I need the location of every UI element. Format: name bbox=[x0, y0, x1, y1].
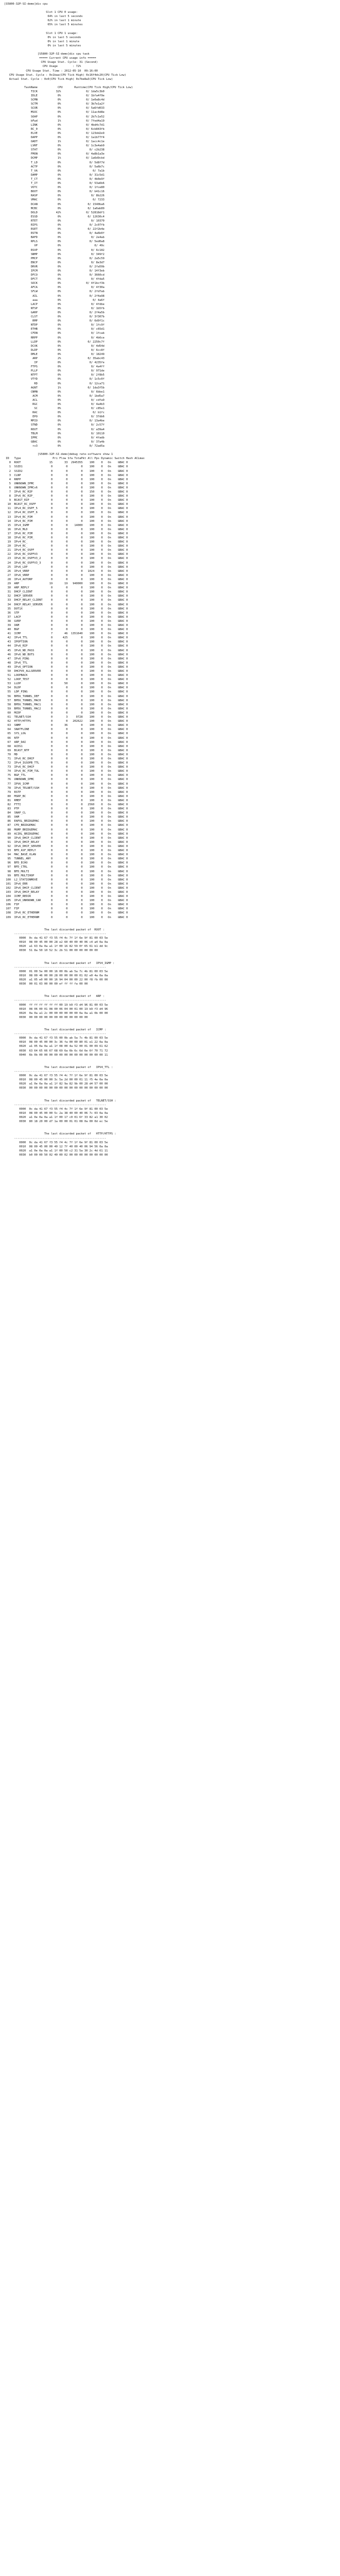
discard-hex-line: 0000 0c da 41 67 f3 55 f4 4c 7f 1f 6e 9f 81 00 03 5e bbox=[4, 937, 108, 940]
pkt-row: 31 DHCP_CLIENT 0 0 0 100 0 On GBAC 0 bbox=[4, 590, 128, 594]
discard-hex-line: 0010 08 00 45 00 00 3c 5a 2d 00 00 01 11 f5 4e 0a 0a bbox=[4, 1078, 108, 1082]
discard-title: The last discarded packet of ROOT : bbox=[4, 928, 105, 931]
task-row: RIPS 0% 0/ 2c07fb bbox=[4, 223, 105, 227]
task-row: SC 0% 0/ c85e1 bbox=[4, 407, 105, 411]
discard-separator: ------------------------------------------------------- bbox=[4, 1070, 106, 1073]
task-row: ENCP 0% 0/ 8e3d7 bbox=[4, 261, 105, 264]
discard-separator: ------------------------------------------------------- bbox=[4, 965, 106, 969]
cpu1-header: Slot 1 CPU 1 usage: bbox=[4, 31, 78, 35]
pkt-row: 26 IPv4_VRRP 0 0 0 1024 0 On GBAC 0 bbox=[4, 569, 128, 573]
pkt-row: 105 IPv6_UNKNOWN_CAR 0 0 0 100 0 On GBAC 0 bbox=[4, 899, 128, 903]
blank-line bbox=[4, 957, 336, 961]
pkt-row: 67 ARP_DAI 0 0 0 100 0 On GBAC 0 bbox=[4, 740, 128, 744]
task-row: RC_0 0% 0/ 6cb843fb bbox=[4, 127, 105, 131]
task-row: IP 0% 0/ 4235fe bbox=[4, 361, 105, 365]
pkt-row: 91 IPv6_DHCP_RELAY 0 0 0 100 0 On GBAC 0 bbox=[4, 840, 128, 844]
discard-title: The last discarded packet of IPV4_TTL : bbox=[4, 1065, 113, 1069]
pkt-row: 25 IPv6_LDP 0 0 0 100 0 On GBAC 0 bbox=[4, 565, 128, 569]
cpu1-usage-line: 0% in last 5 seconds bbox=[4, 36, 81, 39]
discard-hex-line: 0000 0c da 41 67 f3 55 f4 4c 7f 1f 6e 9f 81 00 03 5e bbox=[4, 1107, 108, 1111]
pkt-row: 108 IPv6_RC_ETHERNM 0 0 0 100 0 On GBAC 0 bbox=[4, 911, 128, 915]
pkt-row: 107 FIP 0 0 0 100 0 On GBAC 0 bbox=[4, 907, 128, 911]
pkt-row: 52 LOOP_TEST 0 0 0 100 0 On GBAC 0 bbox=[4, 678, 128, 682]
task-row: VP 0% 0/ 49c bbox=[4, 244, 105, 248]
task-row: bFwd 1% 0/ 7fed4a19 bbox=[4, 119, 105, 123]
discard-hex-line: 0030 00 00 00 00 00 00 00 00 00 00 00 00 00 00 00 00 bbox=[4, 1087, 108, 1090]
pkt-row: 14 IPv4_RC_PIM 0 0 0 100 0 On GBAC 0 bbox=[4, 519, 128, 523]
discard-hex-line: 0020 a1 05 0a 0a a1 1f 08 00 4a 52 00 01 00 09 61 62 bbox=[4, 1045, 108, 1048]
blank-line bbox=[4, 920, 336, 924]
discard-hex-line: 0020 0a 0a a1 2c 00 00 00 00 00 00 0a 0a a1 0b 00 00 bbox=[4, 1011, 108, 1015]
task-cycle-stat: CPU Usage Stat. Cycle : 0x1baa(CPU Tick High) 0x16f4dc20(CPU Tick Low) bbox=[4, 73, 126, 77]
discard-hex-line: 0020 a1 63 0a 0a a1 1f 00 16 82 59 0f 65 61 b1 dd 9c bbox=[4, 945, 108, 948]
pkt-row: 23 IPv6_RC_OSPFV3_2 0 0 0 100 0 On GBAC 0 bbox=[4, 557, 128, 561]
blank-line bbox=[4, 1157, 336, 1161]
task-row: ARP 2% 0/ 35abc43 bbox=[4, 357, 105, 360]
discard-hex-line: 0010 08 00 45 00 00 40 12 7f 40 00 40 06 94 56 0a 0a bbox=[4, 1145, 108, 1148]
pkt-row: 8 IPv6_RC_RIP_ 0 0 0 100 0 On GBAC 0 bbox=[4, 495, 128, 498]
task-row: RSET 0% 0/ 22f2b4e bbox=[4, 228, 105, 231]
pkt-row: 73 IPv6_RC_DHCP 0 0 0 100 0 On GBAC 0 bbox=[4, 766, 128, 769]
task-row: TICK 32% 0/ 1da5c3b0 bbox=[4, 90, 105, 93]
task-row: ACTP 0% 0/ 5a6b7c bbox=[4, 165, 105, 168]
cpu0-header: Slot 1 CPU 0 usage: bbox=[4, 11, 78, 14]
discard-hex-line: 0010 08 00 46 00 00 28 00 00 00 00 01 02 e0 4a 0a 0a bbox=[4, 974, 108, 977]
task-row: BOOT 0% 0/ b41c16 bbox=[4, 190, 105, 194]
discard-hex-line: 0030 51 8a 50 10 52 3c 2b 51 00 00 00 00 00 00 bbox=[4, 949, 98, 953]
task-row: T_IT 0% 0/ 53a6b6 bbox=[4, 182, 105, 185]
task-table-header: TaskName CPU Runtime(CPU Tick High/CPU Tick Low) bbox=[4, 86, 133, 89]
blank-line bbox=[4, 6, 336, 10]
pkt-row: 51 LOOPBACK 0 0 0 100 0 On GBAC 0 bbox=[4, 674, 128, 677]
discard-hex-line: 0030 00 00 00 00 00 00 00 00 00 00 00 00 bbox=[4, 1015, 88, 1019]
task-row: SOAP 0% 0/ 2b7c1e52 bbox=[4, 115, 105, 118]
task-row: EPO 0% 0/ 37db6 bbox=[4, 415, 105, 419]
pkt-row: 94 MAC_BASE_VLAN 0 0 0 100 0 On GBAC 0 bbox=[4, 853, 128, 857]
pkt-row: 109 IPv6_RC_ETHERNM 0 0 0 100 0 On GBAC 0 bbox=[4, 916, 128, 919]
blank-line bbox=[4, 1090, 336, 1094]
pkt-row: 79 RSTP 0 0 0 100 0 On GBAC 0 bbox=[4, 790, 128, 794]
pkt-row: 0 ROOT 15 33 2945355 100 0 On GBAC 0 bbox=[4, 461, 128, 465]
pkt-row: 88 MGMP_BRIDGEMAC 0 0 0 100 0 On GBAC 0 bbox=[4, 828, 128, 832]
discard-hex-line: 0010 08 00 45 00 00 5c 2a 38 40 00 40 06 7c 03 0a 0a bbox=[4, 1111, 108, 1115]
pkt-row: 46 IPv6_ND_BOTS 0 0 0 100 0 On GBAC 0 bbox=[4, 653, 128, 656]
task-row: MPIO 0% 0/ 13a4be bbox=[4, 419, 105, 423]
pkt-row: 18 IPv6_RC_PIM_ 0 0 0 100 0 On GBAC 0 bbox=[4, 536, 128, 539]
task-row: DAMP 0% 0/ 31c5d1 bbox=[4, 173, 105, 177]
blank-line bbox=[4, 1124, 336, 1128]
task-row: PMCP 0% 0/ 2a5c59 bbox=[4, 257, 105, 260]
pkt-row: 86 EAPOL_BRIDGEMAC 0 0 0 100 0 On GBAC 0 bbox=[4, 820, 128, 823]
cpu0-usage-line: 65% in last 5 minutes bbox=[4, 23, 83, 27]
pkt-row: 84 SNAP_CL 0 0 0 100 0 On GBAC 0 bbox=[4, 811, 128, 815]
pkt-row: 65 SYS_LOG 0 0 0 100 0 On GBAC 0 bbox=[4, 732, 128, 736]
pkt-row: 66 NTP 0 0 0 100 0 On GBAC 0 bbox=[4, 736, 128, 740]
pkt-row: 42 IPv4_TTL 0 425 0 100 0 On GBAC 0 bbox=[4, 636, 128, 640]
discard-hex-line: 0040 6b 0b 00 00 00 00 00 00 00 00 00 00 00 00 00 11 bbox=[4, 1053, 108, 1057]
task-row: GARP 0% 0/ 2f4a5b bbox=[4, 311, 105, 314]
discard-hex-line: 0010 08 00 45 00 00 3c 36 fa 00 00 80 01 e1 22 0a 0a bbox=[4, 1041, 108, 1044]
task-row: GBAC 0% 0/ 37a4b bbox=[4, 440, 105, 444]
pkt-row: 13 IPv4_RC_PIM 0 0 0 100 0 On GBAC 0 bbox=[4, 515, 128, 519]
discard-hex-line: 0030 00 01 03 00 00 00 ef ff ff fa 00 00 bbox=[4, 982, 88, 986]
cpu1-usage-line: 0% in last 1 minute bbox=[4, 40, 80, 43]
pkt-row: 39 OAM 0 0 0 100 0 On GBAC 0 bbox=[4, 623, 128, 627]
pkt-row: 89 ACIRL_BRIDGEMAC 0 0 0 100 0 On GBAC 0 bbox=[4, 832, 128, 836]
task-row: T_LD 0% 0/ 5d8f7d bbox=[4, 161, 105, 164]
pkt-row: 36 STP 0 0 0 100 0 On GBAC 0 bbox=[4, 611, 128, 615]
task-row: SOCK 0% 0/ 4f1bcf3b bbox=[4, 282, 105, 285]
task-row: IPCM 0% 0/ 14f3eb bbox=[4, 269, 105, 273]
pkt-row: 48 IPv6_TTL 0 0 0 100 0 On GBAC 0 bbox=[4, 661, 128, 665]
pkt-row: 101 IPv6_ERR 0 0 0 100 0 On GBAC 0 bbox=[4, 882, 128, 886]
pkt-row: 68 ACDS1 0 0 0 100 0 On GBAC 0 bbox=[4, 744, 128, 748]
blank-line bbox=[4, 48, 336, 52]
task-row: ROUT 0% 0/ a39a4 bbox=[4, 428, 105, 431]
task-row: RPLS 0% 0/ 5ed0a8 bbox=[4, 240, 105, 244]
task-row: T_VA 0% 0/ 7a1b bbox=[4, 169, 105, 173]
task-row: SNMP 0% 0/ 349f2 bbox=[4, 252, 105, 256]
task-row: NTDP 0% 0/ 1fc9f bbox=[4, 324, 105, 327]
pkt-row: 87 CFD_BRIDGEMAC 0 0 0 100 0 On GBAC 0 bbox=[4, 824, 128, 827]
task-stat-time: CPU Usage Stat. Time : 2012-05-10 09:16:00 bbox=[4, 69, 98, 73]
cpu0-usage-line: 64% in last 5 seconds bbox=[4, 15, 83, 19]
pkt-row: 20 IPv4_RC_ 0 0 0 100 0 On GBAC 0 bbox=[4, 545, 128, 548]
pkt-row: 4 RRPP 0 0 0 100 0 On GBAC 0 bbox=[4, 478, 128, 481]
task-row: NTSP 0% 0/ 1b5fb bbox=[4, 307, 105, 310]
pkt-row: 90 IPv6_DHCP_CLIENT 0 0 0 100 0 On GBAC 0 bbox=[4, 836, 128, 840]
blank-line bbox=[4, 953, 336, 957]
pkt-row: 47 IPv6_PING 0 0 0 100 0 On GBAC 0 bbox=[4, 657, 128, 660]
pkt-row: 60 MCDP 0 0 0 100 0 On GBAC 0 bbox=[4, 711, 128, 715]
pkt-row: 53 LLDP 0 50 0 100 0 On GBAC 0 bbox=[4, 682, 128, 686]
pkt-row: 106 FIP 0 0 0 100 0 On GBAC 0 bbox=[4, 903, 128, 907]
cpu0-usage-line: 62% in last 1 minute bbox=[4, 19, 81, 23]
task-row: LACP 0% 0/ 4fdbe bbox=[4, 302, 105, 306]
task-usage-stat: CPU Usage Stat. Cycle: 31 (Second) bbox=[4, 61, 98, 64]
pkt-row: 12 IPv4_RC_OSPF_6 0 0 0 100 0 On GBAC 0 bbox=[4, 511, 128, 515]
task-row: ETHB 0% 0/ c65d1 bbox=[4, 328, 105, 331]
pkt-row: 38 GVRP 0 0 0 100 0 On GBAC 0 bbox=[4, 619, 128, 623]
task-row: STND 0% 0/ 2c57f bbox=[4, 423, 105, 427]
task-row: RSTN 0% 0/ 4a6b0f bbox=[4, 232, 105, 235]
pkt-row: 103 IPv6_DHCP_RELAY 0 0 0 100 0 On GBAC 0 bbox=[4, 890, 128, 894]
pkt-row: 77 IPV6_ICMP 0 0 0 100 0 On GBAC 0 bbox=[4, 782, 128, 786]
discard-hex-line: 0010 08 06 00 01 08 00 06 04 00 01 00 19 b9 f3 d4 96 bbox=[4, 1007, 108, 1011]
task-row: CNMN 0% 0/ 6bbe1 bbox=[4, 390, 105, 394]
pkt-row: 5 UNKNOWN_IPMC 0 0 0 100 0 On GBAC 0 bbox=[4, 482, 128, 485]
task-row: RGC 0% 0/ 4a4b3 bbox=[4, 403, 105, 406]
blank-line bbox=[4, 1061, 336, 1065]
blank-line bbox=[4, 924, 336, 928]
pkt-row: 50 DHCPV6_ALLSERVER 0 0 0 100 0 On GBAC 0 bbox=[4, 670, 128, 673]
pkt-row: 40 BGP 0 0 0 100 0 On GBAC 0 bbox=[4, 628, 128, 632]
discard-hex-line: 0030 63 64 65 66 67 68 69 6a 6b 6c 6d 6e 6f 70 71 72 bbox=[4, 1049, 108, 1053]
task-row: RTET 0% 0/ 10370 bbox=[4, 219, 105, 223]
task-row: BAFD 0% 0/ 2e4ab bbox=[4, 236, 105, 240]
task-row: VTYD 0% 0/ 1c5c0f bbox=[4, 378, 105, 381]
pkt-table-header: ID Type Pri Flow Sfa TotaPkt All Pps Dynamic Switch Hash ACLmax bbox=[4, 457, 145, 461]
pkt-row: 61 TELNET/SSH 0 3 9728 100 0 On GBAC 0 bbox=[4, 716, 128, 719]
task-row: RRPP 0% 0/ 4b6ce bbox=[4, 336, 105, 340]
pkt-row: 95 TUNNEL_ANY 0 0 0 100 0 On GBAC 0 bbox=[4, 857, 128, 861]
task-row: DRVR 0% 0/ 2fa59b bbox=[4, 265, 105, 268]
pkt-command: [S5800-32P-SI-demo]debug rate-software show 1 bbox=[4, 453, 113, 456]
task-row: LVRF 0% 0/ 1c3e4ab9 bbox=[4, 144, 105, 148]
task-row: IPMC 0% 0/ 4fadb bbox=[4, 436, 105, 439]
discard-title: The last discarded packet of TELNET/SSH : bbox=[4, 1099, 116, 1103]
task-row: ELVE 0% 0/ 123dd2e9 bbox=[4, 131, 105, 135]
task-row: DLDP 0% 0/ 6cc8f bbox=[4, 348, 105, 352]
pkt-row: 32 DHCP_SERVER 0 0 0 100 0 On GBAC 0 bbox=[4, 595, 128, 598]
task-row: RASP 0% 0/ 8b226 bbox=[4, 194, 105, 198]
pkt-row: 85 OAM 0 0 0 100 0 On GBAC 0 bbox=[4, 816, 128, 819]
discard-hex-line: 0010 08 00 45 00 00 28 e2 60 40 00 40 06 c4 a4 0a 0a bbox=[4, 941, 108, 944]
task-row: AFCA 0% 0/ 4f30a bbox=[4, 286, 105, 290]
task-row: AIL 0% 0/ 2f4a98 bbox=[4, 294, 105, 298]
discard-hex-line: 0000 0c da 41 67 f3 55 00 0b ab 5a 7c 4b 81 00 03 5e bbox=[4, 1037, 108, 1040]
task-row: SCMN 0% 0/ 1e0a8c4d bbox=[4, 98, 105, 102]
discard-title: The last discarded packet of ARP : bbox=[4, 995, 105, 998]
task-row: DFCT 0% 0/ 4fda5 bbox=[4, 278, 105, 281]
blank-line bbox=[4, 990, 336, 994]
task-row: RD 0% 0/ 12ca71 bbox=[4, 382, 105, 385]
task-row: STAT 0% 0/ c2b238 bbox=[4, 148, 105, 152]
discard-hex-line: 0000 0c da 41 67 f3 55 f4 4c 7f 1f 6e 9f 81 00 03 5e bbox=[4, 1141, 108, 1144]
pkt-row: 96 BFD_ECHO 0 0 0 100 0 On GBAC 0 bbox=[4, 861, 128, 865]
pkt-row: 55 LDP_PING 0 0 0 100 0 On GBAC 0 bbox=[4, 690, 128, 694]
task-row: FTPS 0% 0/ 4a4ff bbox=[4, 365, 105, 369]
pkt-row: 6 UNKNOWN_IPMCv6 0 0 0 100 0 On GBAC 0 bbox=[4, 486, 128, 489]
pkt-row: 98 BFD_MULTI 0 0 0 100 0 On GBAC 0 bbox=[4, 870, 128, 873]
discard-title: The last discarded packet of ICMP : bbox=[4, 1028, 106, 1032]
pkt-row: 82 FTTI 0 0 0 2560 0 On GBAC 0 bbox=[4, 803, 128, 806]
pkt-row: 27 IPv6_VRRP 0 0 0 100 0 On GBAC 0 bbox=[4, 573, 128, 577]
blank-line bbox=[4, 986, 336, 990]
pkt-row: 69 BCAST_NTP 0 0 0 100 0 On GBAC 0 bbox=[4, 749, 128, 752]
pkt-row: 30 ARP_REPLY 0 0 0 100 0 On GBAC 0 bbox=[4, 586, 128, 590]
pkt-row: 72 IPv4_IGSOPB_TTL 0 0 0 100 0 On GBAC 0 bbox=[4, 761, 128, 765]
blank-line bbox=[4, 1020, 336, 1024]
blank-line bbox=[4, 448, 336, 452]
task-row: CFDN 0% 0/ 1fcab bbox=[4, 332, 105, 335]
pkt-row: 93 BFD_ASF_REPLY 0 0 0 100 0 On GBAC 0 bbox=[4, 849, 128, 853]
pkt-row: 15 IPv4_IGMP 0 0 14000 100 0 On GBAC 0 bbox=[4, 523, 128, 527]
pkt-row: 21 IPv4_RC_OSPF 0 0 0 100 0 On GBAC 0 bbox=[4, 549, 128, 552]
discard-separator: ------------------------------------------------------- bbox=[4, 932, 106, 936]
task-row: DFCO 0% 0/ 3660cd bbox=[4, 274, 105, 277]
pkt-row: 56 BPDU_TUNNEL_DEF 0 0 0 100 0 On GBAC 0 bbox=[4, 694, 128, 698]
task-row: IDLE 0% 0/ 1bfa4f9e bbox=[4, 94, 105, 98]
pkt-row: 22 IPv6_RC_OSPFV3 0 0 0 100 0 On GBAC 0 bbox=[4, 553, 128, 556]
blank-line bbox=[4, 1057, 336, 1061]
task-row: RMP 0% 0/ 6d9f1c bbox=[4, 319, 105, 323]
pkt-row: 43 IPOPTION 0 0 0 100 0 On GBAC 0 bbox=[4, 640, 128, 644]
pkt-row: 44 IPv6_RIP 0 0 0 100 0 On GBAC 0 bbox=[4, 645, 128, 648]
blank-line bbox=[4, 27, 336, 31]
pkt-row: 62 HTTP/HTTPS 0 0 202622 100 0 On GBAC 0 bbox=[4, 720, 128, 723]
pkt-row: 11 IPv4_RC_OSPF_5 0 0 0 100 0 On GBAC 0 bbox=[4, 507, 128, 511]
task-row: DCAN 0% 0/ 1540ba6 bbox=[4, 202, 105, 206]
pkt-row: 71 IPv6_RC_DHCP 0 0 0 100 0 On GBAC 0 bbox=[4, 757, 128, 760]
discard-hex-line: 0030 b0 00 00 50 02 40 00 02 00 00 00 00 00 00 00 00 bbox=[4, 1153, 108, 1157]
task-actual-cycle: Actual Stat. Cycle : 0x0(CPU Tick High) 0x7be8a3(CPU Tick Low) bbox=[4, 77, 113, 81]
discard-separator: ------------------------------------------------------- bbox=[4, 1032, 106, 1036]
discard-hex-line: 0020 a1 05 e0 00 00 16 94 04 00 00 22 00 f8 fb 00 00 bbox=[4, 978, 108, 981]
pkt-row: 41 ICMP 7 46 1351640 100 0 On GBAC 0 bbox=[4, 632, 128, 636]
pkt-row: 37 LACP 0 0 0 100 0 On GBAC 0 bbox=[4, 615, 128, 619]
task-row: LLDP 0% 0/ 2250c7f bbox=[4, 340, 105, 344]
discard-title: The last discarded packet of HTTP/HTTPS : bbox=[4, 1132, 116, 1136]
discard-hex-line: 0000 01 00 5e 00 00 16 00 0b ab 5a 7c 4b 81 00 03 5e bbox=[4, 970, 108, 973]
task-row: aaa 0% 0/ 4a6f bbox=[4, 298, 105, 302]
pkt-row: 97 BFD_CTRL 0 0 0 100 0 On GBAC 0 bbox=[4, 866, 128, 869]
blank-line bbox=[4, 1161, 336, 1165]
task-row: FMON 0% 0/ 4a8b1a3e bbox=[4, 152, 105, 156]
task-row: DOLD 42% 0/ 52818df1 bbox=[4, 211, 105, 214]
task-row: VMAC 0% 0/ 7233 bbox=[4, 198, 105, 202]
discard-hex-line: 0030 80 18 20 00 d7 1a 00 00 01 01 08 0a 00 0d ec 5e bbox=[4, 1120, 108, 1124]
task-row: VOTC 0% 0/ 1fce80 bbox=[4, 186, 105, 190]
task-row: DAPP 0% 0/ 1a1b77f4 bbox=[4, 136, 105, 139]
task-row: ACL 0% 0/ cdfa9 bbox=[4, 398, 105, 402]
discard-title: The last discarded packet of IPV4_IGMP : bbox=[4, 961, 115, 965]
pkt-row: 2 SSID2 0 0 0 100 0 On GBAC 0 bbox=[4, 469, 128, 473]
pkt-row: 100 L2_STATIONMOVE 0 0 0 100 0 On GBAC 0 bbox=[4, 878, 128, 882]
pkt-row: 54 DLDP 0 0 0 100 0 On GBAC 0 bbox=[4, 686, 128, 690]
task-command: [S5800-32P-SI-demo]dis cpu task bbox=[4, 53, 90, 56]
pkt-row: 49 IPv6_OPTION 0 0 0 100 0 On GBAC 0 bbox=[4, 665, 128, 669]
task-row: DCXK 0% 0/ 4d54d bbox=[4, 344, 105, 348]
pkt-row: 80 MSRP_BC 0 0 0 100 0 On GBAC 0 bbox=[4, 794, 128, 798]
pkt-row: 28 IPv4_AUTORP 0 0 0 100 0 On GBAC 0 bbox=[4, 578, 128, 581]
task-row: SCOR 0% 0/ 5a6fd033 bbox=[4, 107, 105, 110]
task-row: RSVP 0% 0/ 6c182 bbox=[4, 248, 105, 252]
task-row: AGNT 1% 0/ 1da3f5b bbox=[4, 386, 105, 389]
task-row: ESSD 0% 0/ 12630c4 bbox=[4, 215, 105, 218]
pkt-row: 45 IPv6_ND_PASS 0 0 0 100 0 On GBAC 0 bbox=[4, 649, 128, 652]
discard-hex-line: 0020 a1 0e 0a 0a a1 1f 00 17 c0 01 6f 33 82 a1 30 02 bbox=[4, 1116, 108, 1120]
pkt-row: 57 BPDU_TUNNEL_MAC0 0 0 0 100 0 On GBAC 0 bbox=[4, 699, 128, 702]
pkt-row: 34 DHCP_RELAY_SERVER 0 0 0 100 0 On GBAC 0 bbox=[4, 603, 128, 606]
task-row: ACM 0% 0/ 1bd5a7 bbox=[4, 394, 105, 398]
task-row: RAC 0% 0/ b1fc bbox=[4, 411, 105, 415]
pkt-row: 10 BCAST_RC_OSPF 0 0 0 100 0 On GBAC 0 bbox=[4, 503, 128, 506]
task-row: PLLP 0% 0/ 971de bbox=[4, 369, 105, 373]
pkt-row: 24 IPv6_RC_OSPFV3_3 0 0 0 100 0 On GBAC 0 bbox=[4, 561, 128, 565]
discard-hex-line: 0000 0c da 41 67 f3 55 f4 4c 7f 1f 6e 9f 81 00 03 5e bbox=[4, 1074, 108, 1078]
blank-line bbox=[4, 1128, 336, 1132]
task-banner: ===== Current CPU usage info ===== bbox=[4, 57, 96, 60]
pkt-row: 99 BFD_MULTIHOP 0 0 0 100 0 On GBAC 0 bbox=[4, 874, 128, 877]
pkt-row: 58 BPDU_TUNNEL_MAC1 0 0 0 100 0 On GBAC 0 bbox=[4, 703, 128, 706]
pkt-row: 63 SNMP 0 36 0 100 0 On GBAC 0 bbox=[4, 724, 128, 727]
task-row: MCBC 0% 0/ 1a6ab89 bbox=[4, 207, 105, 210]
pkt-row: 83 PTP 0 0 0 100 0 On GBAC 0 bbox=[4, 807, 128, 811]
prompt-command: [S5800-32P-SI-demo]dis cpu bbox=[4, 3, 48, 6]
task-row: DMLE 0% 0/ 18249 bbox=[4, 352, 105, 356]
pkt-row: 9 BCAST_RIP 0 0 0 100 0 On GBAC 0 bbox=[4, 499, 128, 502]
task-row: LINK 0% 0/ 4bd4c7d1 bbox=[4, 123, 105, 127]
pkt-row: 78 IPv6_TELNET/SSH 0 0 0 100 0 On GBAC 0 bbox=[4, 786, 128, 790]
task-cpu-usage: CPU Usage : 72% bbox=[4, 65, 81, 69]
task-row: SCTM 0% 0/ 3b7e1a2f bbox=[4, 103, 105, 106]
pkt-row: 59 BPDU_TUNNEL_MAC2 0 0 0 100 0 On GBAC 0 bbox=[4, 707, 128, 710]
cpu1-usage-line: 0% in last 5 minutes bbox=[4, 44, 81, 47]
discard-hex-line: 0020 a1 0e 0a 0a a1 1f 82 9a 82 9b 00 28 d4 57 00 00 bbox=[4, 1082, 108, 1086]
task-row: OADT 1% 0/ 1acc4c1e bbox=[4, 140, 105, 144]
pkt-row: 76 UNKNOWN_IPMC 0 0 0 100 0 On GBAC 0 bbox=[4, 778, 128, 782]
pkt-row: 7 IPv6_RC_RIP 0 0 0 150 0 On GBAC 0 bbox=[4, 490, 128, 494]
pkt-row: 75 BGP_TTL 0 0 0 100 0 On GBAC 0 bbox=[4, 774, 128, 777]
discard-hex-line: 0000 ff ff ff ff ff ff 00 19 b9 f3 d4 96 81 00 03 5e bbox=[4, 1003, 108, 1007]
task-row: +v3 0% 0/ 72ad5a bbox=[4, 444, 105, 448]
pkt-row: 70 MD 0 0 0 100 0 On GBAC 0 bbox=[4, 753, 128, 756]
pkt-row: 16 IPv6_MLD 0 0 0 100 0 On GBAC 0 bbox=[4, 528, 128, 531]
pkt-row: 29 ARP 19 19 940000 100 0 On GBAC 0 bbox=[4, 582, 128, 586]
pkt-row: 64 SNATFLINE 0 0 0 100 0 On GBAC 0 bbox=[4, 728, 128, 732]
task-row: MSOC 0% 0/ 11ac4d8e bbox=[4, 111, 105, 114]
blank-line bbox=[4, 1024, 336, 1028]
blank-line bbox=[4, 81, 336, 86]
task-row: DCMP 1% 0/ 1a6d9cbd bbox=[4, 157, 105, 160]
discard-separator: ------------------------------------------------------- bbox=[4, 1137, 106, 1140]
pkt-row: 17 IPv6_RC_PIM 0 0 0 100 0 On GBAC 0 bbox=[4, 532, 128, 535]
pkt-row: 3 CLNP 0 0 0 100 0 On GBAC 0 bbox=[4, 473, 128, 477]
blank-line bbox=[4, 1095, 336, 1099]
discard-separator: ------------------------------------------------------- bbox=[4, 1103, 106, 1107]
pkt-row: 104 ICMP_REDIR 0 0 0 100 0 On GBAC 0 bbox=[4, 895, 128, 899]
pkt-row: 81 RMEP 0 0 0 100 0 On GBAC 0 bbox=[4, 799, 128, 802]
task-row: CLST 0% 0/ 3f307b bbox=[4, 315, 105, 319]
pkt-row: 19 IPv4_RC_ 0 0 0 100 0 On GBAC 0 bbox=[4, 540, 128, 544]
pkt-row: 35 DOT1X 0 0 0 100 0 On GBAC 0 bbox=[4, 607, 128, 611]
pkt-row: 74 IPv6_RC_PIM_TUL 0 0 0 100 0 On GBAC 0 bbox=[4, 770, 128, 773]
pkt-row: 102 IPv6_DHCP_CLIENT 0 0 0 100 0 On GBAC 0 bbox=[4, 886, 128, 890]
pkt-row: 33 DHCP_RELAY_CLIENT 0 0 0 100 0 On GBAC 0 bbox=[4, 599, 128, 602]
pkt-row: 1 SSID1 0 0 0 100 0 On GBAC 0 bbox=[4, 465, 128, 469]
task-row: T_CT 0% 0/ 4b0e9f bbox=[4, 177, 105, 181]
task-row: NTPT 0% 0/ 2f8b5 bbox=[4, 374, 105, 377]
task-row: TBLM 0% 0/ 10110 bbox=[4, 432, 105, 435]
task-row: SFLW 0% 0/ 2fd7ab bbox=[4, 290, 105, 294]
discard-hex-line: 0020 a1 0e 0a 0a a1 1f 00 50 c2 31 5a 30 2c 4d 61 11 bbox=[4, 1149, 108, 1153]
discard-separator: ------------------------------------------------------- bbox=[4, 999, 106, 1003]
pkt-row: 92 IPv6_DHCP_SERVER 0 0 0 100 0 On GBAC 0 bbox=[4, 844, 128, 848]
